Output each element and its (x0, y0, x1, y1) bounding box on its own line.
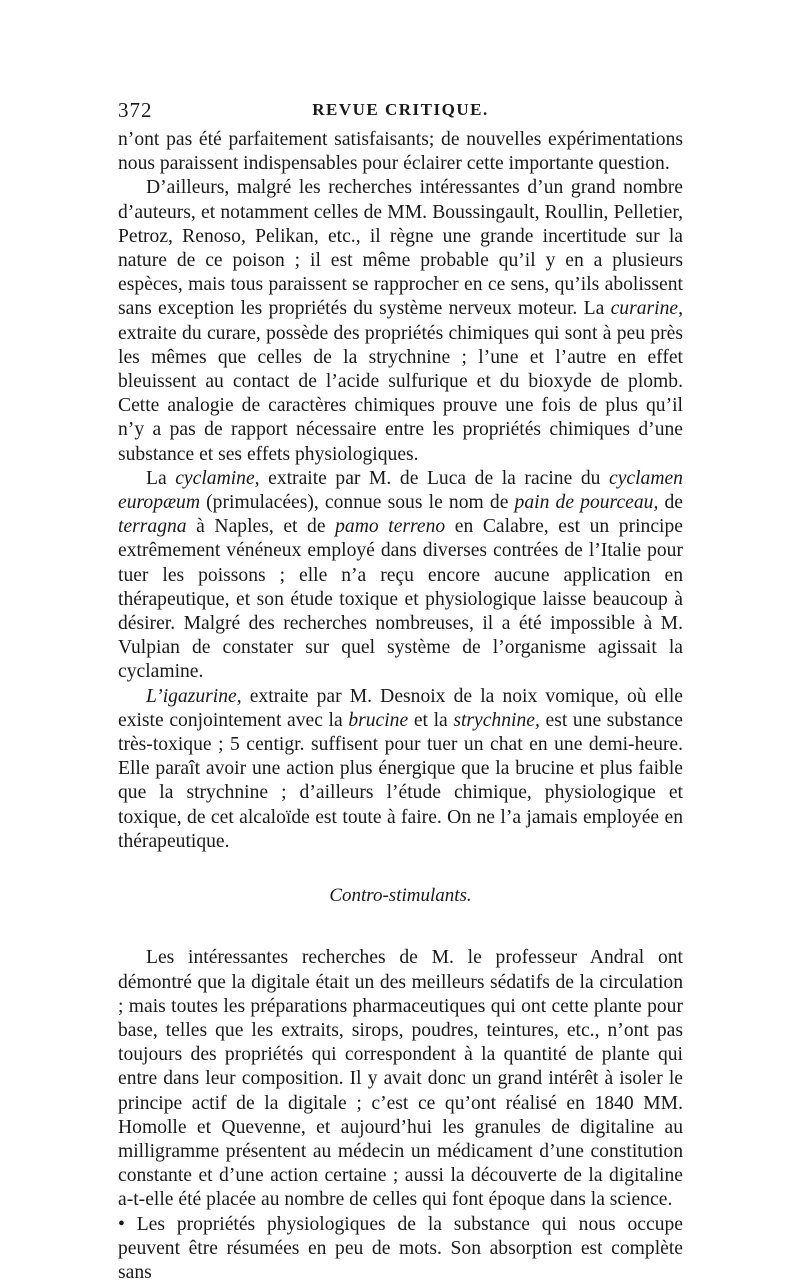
paragraph-3-t1: La (146, 467, 176, 489)
term-curarine: curarine, (610, 298, 683, 320)
paragraph-3-t5: à Naples, et de (186, 516, 336, 538)
paragraph-cyclamine (118, 467, 683, 685)
paragraph-3-t6: en Calabre, est un principe extrêmement vénéneux employé dans diverses contrées de l’Italie pour tuer les poissons ; elle n’a reçu encore aucune application en thérapeutique, et son étude toxique et physiologique laisse beaucoup à désirer. Malgré des recherches nombreuses, il a été impossible à M. Vulpian de constater sur quel système de l’organisme agissait la cyclamine. (118, 516, 683, 683)
paragraph-proprietes (118, 1213, 683, 1285)
term-pain-de-pourceau: pain de pourceau, (514, 492, 659, 514)
paragraph-4-t2: et la (408, 709, 454, 731)
paragraph-1-text: n’ont pas été parfaitement satisfaisants; de nouvelles expérimentations nous paraissent indispensables pour éclairer cette importante question. (118, 129, 683, 175)
paragraph-continuation (118, 128, 683, 176)
term-cyclamine: cyclamine, (175, 467, 260, 489)
paragraph-3-t2: extraite par M. de Luca de la racine du (259, 467, 609, 489)
term-brucine: brucine (348, 709, 409, 731)
paragraph-2-before: D’ailleurs, malgré les recherches intéressantes d’un grand nombre d’auteurs, et notamment celles de MM. Boussingault, Roullin, Pelletier, Petroz, Renoso, Pelikan, etc., il règne une grande incertitude sur la nature de ce poison ; il est même probable qu’il y en a plusieurs espèces, mais tous paraissent se rapprocher en ce sens, qu’ils abolissent sans exception les propriétés du système nerveux moteur. La (118, 177, 683, 320)
paragraph-3-t4: de (658, 492, 683, 514)
running-title: REVUE CRITIQUE. (312, 100, 489, 119)
paragraph-2-after: extraite du curare, possède des propriétés chimiques qui sont à peu près les mêmes que celles de la strychnine ; l’une et l’autre en effet bleuissent au contact de l’acide sulfurique et du bioxyde de plomb. Cette analogie de caractères chimiques prouve une fois de plus qu’il n’y a pas de rapport nécessaire entre les propriétés chimiques d’une substance et ses effets physiologiques. (118, 322, 683, 465)
section-heading: Contro-stimulants. (329, 885, 472, 907)
paragraph-digitale (118, 946, 683, 1212)
paragraph-5-text: Les intéressantes recherches de M. le professeur Andral ont démontré que la digitale était un des meilleurs sédatifs de la circulation ; mais toutes les préparations pharmaceutiques qui ont cette plante pour base, telles que les extraits, sirops, poudres, teintures, etc., n’ont pas toujours des propriétés qui correspondent à la quantité de plante qui entre dans leur composition. Il y avait donc un grand intérêt à isoler le principe actif de la digitale ; c’est ce qu’ont réalisé en 1840 MM. Homolle et Quevenne, et aujourd’hui les granules de digitaline au milligramme présentent au médecin un médicament d’une constitution constante et d’une action certaine ; aussi la découverte de la digitaline a-t-elle été placée au nombre de celles qui font époque dans la science. (118, 947, 683, 1211)
paragraph-curarine (118, 176, 683, 466)
paragraph-3-t3: (primulacées), connue sous le nom de (200, 492, 515, 514)
page-header (118, 98, 683, 122)
bullet-mark: • (118, 1213, 137, 1235)
page-number: 372 (118, 98, 153, 122)
term-strychnine: strychnine, (453, 709, 540, 731)
term-igazurine: L’igazurine, (146, 685, 242, 707)
term-pamo-terreno: pamo terreno (335, 516, 446, 538)
paragraph-igazurine (118, 685, 683, 854)
paragraph-4-t1: extraite par M. Desnoix de la noix vomique, où elle existe conjointement avec la (118, 685, 683, 731)
term-cyclamen: cyclamen europæum (118, 467, 683, 514)
paragraph-4-t3: est une substance très-toxique ; 5 centigr. suffisent pour tuer un chat en une demi-heure. Elle paraît avoir une action plus énergique que la brucine et plus faible que la strychnine ; d’ailleurs l’étude chimique, physiologique et toxique, de cet alcaloïde est toute à faire. On ne l’a jamais employée en thérapeutique. (118, 709, 683, 852)
body-text (118, 128, 683, 1285)
paragraph-6-text: Les propriétés physiologiques de la substance qui nous occupe peuvent être résumées en peu de mots. Son absorption est complète sans (118, 1213, 683, 1283)
term-terragna: terragna (118, 516, 187, 538)
